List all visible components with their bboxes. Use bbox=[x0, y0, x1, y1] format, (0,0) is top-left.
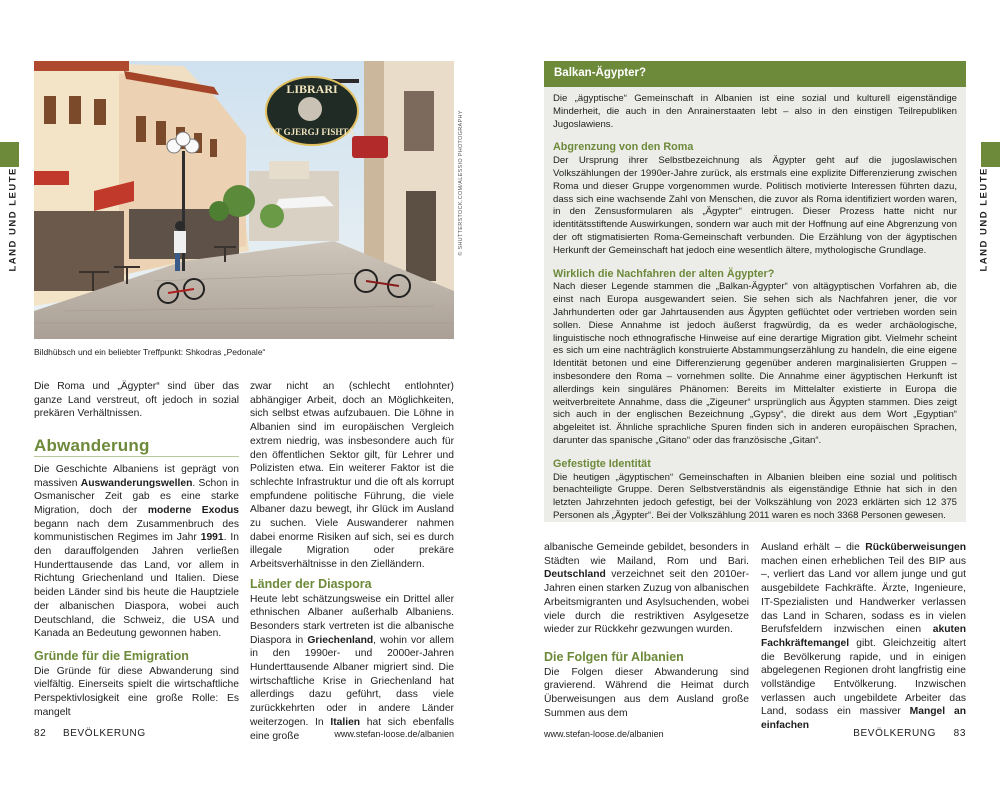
street-photo bbox=[34, 61, 454, 339]
info-box-text-2: Nach dieser Legende stammen die „Balkan-Ägypter“ von altägyptischen Vorfahren ab, die einst nach Europa ausgewandert seien. Sie sehen sich als Nachfahren jener, die vor Jahrhunderten oder gar Jahrtausenden aus Ägypten geflüchtet oder vertrieben worden sein sollen. Diese Annahme ist jedoch äußerst fragwürdig, da es weder archäologische, linguistische noch ethnografische Hinweise auf eine derartige Migration gibt. Vielmehr scheint es sich um eine nachträglich konstruierte Abstammungserzählung zu handeln, die eine eigene Identität betonen und eine Differenzierung gegenüber anderen marginalisierten Gruppen – insbesondere den Roma – vornehmen sollte. Die Annahme einer ägyptischen Herkunft ist allerdings kein singuläres Phänomen: Bereits im Mittelalter existierte in Europa die weitverbreitete Annahme, dass die „Zigeuner“ ursprünglich aus Ägypten stammen. Dies zeigt sich auch in der englischen Bezeichnung „Gypsy“, die direkt aus dem Wort „Egyptian“ abgeleitet ist. Ähnliche sprachliche Spuren finden sich in anderen europäischen Sprachen, darunter das spanische „Gitano“ oder das französische „Gitan“. bbox=[553, 281, 957, 446]
paragraph-gruende: Die Gründe für diese Abwanderung sind vielfältig. Einerseits spielt die wirtschaftliche Perspektivlosigkeit eine große Rolle: Es mangelt bbox=[34, 665, 239, 718]
photo-credit: © SHUTTERSTOCK.COM/ALESSIO PHOTOGRAPHY bbox=[458, 110, 464, 256]
paragraph-rueckueberweisungen: Ausland erhält – die Rücküberweisungen machen einen erheblichen Teil des BIP aus –, verliert das Land vor allem junge und gut ausgebildete Fachkräfte. Ärzte, Ingenieure, IT-Spezialisten und Handwerker verlassen das Land in Scharen, sodass es in vielen Berufsfeldern inzwischen einen akuten Fachkräftemangel gibt. Gleichzeitig altert die Bevölkerung rapide, und in einigen abgelegenen Regionen droht langfristig eine vollständige Entvölkerung. Inzwischen verlassen auch ungebildete Arbeiter das Land, sodass ein massiver Mangel an einfachen bbox=[761, 542, 966, 732]
info-box-body bbox=[544, 87, 966, 523]
left-column-2 bbox=[250, 380, 454, 743]
paragraph-folgen: Die Folgen dieser Abwanderung sind gravierend. Während die Heimat durch Überweisungen aus dem Ausland große Summen aus dem bbox=[544, 666, 749, 719]
right-column-1 bbox=[544, 541, 749, 720]
chapter-label-left: LAND UND LEUTE bbox=[7, 167, 19, 272]
info-box-balkan-aegypter bbox=[544, 61, 966, 522]
page-number-left: 82 bbox=[34, 728, 47, 739]
footer-section-left: BEVÖLKERUNG bbox=[63, 728, 146, 739]
paragraph-diaspora: Heute lebt schätzungsweise ein Drittel aller ethnischen Albaner außerhalb Albaniens. Besonders stark vertreten ist die albanische Diaspora in Griechenland, wohin vor allem in den 1990er- und 2000er-Jahren Hunderttausende Albaner migriert sind. Die wirtschaftliche Krise in Griechenland hat allerdings dazu geführt, dass viele zurückkehrten oder in andere Länder weiterzogen. In Italien hat sich ebenfalls eine große bbox=[250, 593, 454, 742]
info-box-intro: Die „ägyptische“ Gemeinschaft in Albanien ist eine sozial und kulturell eigenständige Minderheit, die auch in den Anrainerstaaten lebt – also in den einstigen Teilrepubliken Jugoslawiens. bbox=[553, 93, 957, 130]
info-box-text-3: Die heutigen „ägyptischen“ Gemeinschaften in Albanien bleiben eine sozial und politisch benachteiligte Gruppe. Deren Selbstverständnis als eigenständige Ethnie hat sich in den letzten Jahrzehnten jedoch gefestigt, bei der Volkszählung von 2023 erklärten sich 12 375 Personen als „Ägypter“. Bei der Volkszählung 2011 waren es noch 3368 Personen gewesen. bbox=[553, 471, 957, 521]
subheading-gruende: Gründe für die Emigration bbox=[34, 648, 189, 663]
right-column-2 bbox=[761, 541, 966, 733]
info-box-text-1: Der Ursprung ihrer Selbstbezeichnung als Ägypter geht auf die jugoslawischen Volkszählungen der 1990er-Jahre zurück, als erstmals eine explizite Differenzierung zwischen Roma und dieser Gruppe vorgenommen wurde. Politisch motivierte Interessen führten dazu, dass sich eine wachsende Zahl von Menschen, die zuvor als Roma identifiziert worden waren, in den Zensusformularen als „Ägypter“ eintrugen. Dieser Prozess hatte nicht nur identitätsstiftende Auswirkungen, sondern war auch mit der Hoffnung auf eine Abgrenzung von der oft stigmatisierten Roma-Gemeinschaft verbunden. Die Erzählung von der ägyptischen Herkunft der Gemeinschaft hat jedoch eine wesentlich ältere, mythologische Grundlage. bbox=[553, 155, 957, 256]
photo-caption: Bildhübsch und ein beliebter Treffpunkt: Shkodras „Pedonale“ bbox=[34, 347, 266, 357]
info-box-heading-1: Abgrenzung von den Roma bbox=[553, 141, 694, 154]
info-box-heading-2: Wirklich die Nachfahren der alten Ägypter? bbox=[553, 267, 775, 280]
footer-url-right[interactable]: www.stefan-loose.de/albanien bbox=[544, 729, 664, 739]
subheading-folgen: Die Folgen für Albanien bbox=[544, 649, 684, 664]
page-number-right: 83 bbox=[953, 728, 966, 739]
info-box-title: Balkan-Ägypter? bbox=[544, 61, 966, 87]
subheading-diaspora: Länder der Diaspora bbox=[250, 576, 372, 591]
paragraph-deutschland: albanische Gemeinde gebildet, besonders in Städten wie Mailand, Rom und Bari. Deutschland verzeichnet seit den 2010er-Jahren einen starken Zuzug von albanischen Arbeitsmigranten und Asylsuchenden, wobei viele durch die restriktiven Asylgesetze wieder zur Rückkehr gezwungen wurden. bbox=[544, 542, 749, 636]
paragraph-abwanderung: Die Geschichte Albaniens ist geprägt von massiven Auswanderungswellen. Schon in Osmanischer Zeit gab es eine starke Migration, doch der moderne Exodus begann nach dem Zusammenbruch des kommunistischen Regimes im Jahr 1991. In den darauffolgenden Jahren verließen Hunderttausende das Land, vor allem in Richtung Griechenland und Italien. Diese beiden Länder sind bis heute die Hauptziele der albanischen Diaspora, wobei auch Deutschland, die Schweiz, die USA und Kanada an Bedeutung gewonnen haben. bbox=[34, 463, 239, 640]
section-heading-abwanderung: Abwanderung bbox=[34, 439, 239, 457]
chapter-tab-left bbox=[0, 142, 19, 167]
intro-paragraph: Die Roma und „Ägypter“ sind über das ganze Land verstreut, oft jedoch in sozial prekären Verhältnissen. bbox=[34, 381, 239, 420]
chapter-tab-right bbox=[981, 142, 1000, 167]
footer-url-left[interactable]: www.stefan-loose.de/albanien bbox=[334, 729, 454, 739]
sign-top-text: LIBRARI bbox=[286, 82, 338, 96]
paragraph-loehne: zwar nicht an (schlecht entlohnter) abhängiger Arbeit, doch an Möglichkeiten, sich selbst etwas aufzubauen. Die Löhne in Albanien sind im europäischen Vergleich extrem niedrig, was insbesondere auch für den öffentlichen Sektor gilt, für Lehrer und Polizisten etwa. Ein weiterer Faktor ist die schlechte Infrastruktur und die oft als korrupt empfundene politische Führung, die viele Albaner dazu bewegt, ihr Glück im Ausland zu suchen. Viele Auswanderer nahmen dabei enorme Risiken auf sich, sei es durch illegale Migration oder prekäre Arbeitsverhältnisse in den Zielländern. bbox=[250, 381, 454, 571]
chapter-label-right: LAND UND LEUTE bbox=[978, 167, 990, 272]
photo-credit-wrap bbox=[457, 64, 465, 304]
footer-section-right: BEVÖLKERUNG bbox=[853, 728, 936, 739]
left-column-1 bbox=[34, 380, 239, 719]
info-box-heading-3: Gefestigte Identität bbox=[553, 457, 651, 470]
sign-bottom-text: AT GJERGJ FISHTA bbox=[269, 127, 355, 137]
